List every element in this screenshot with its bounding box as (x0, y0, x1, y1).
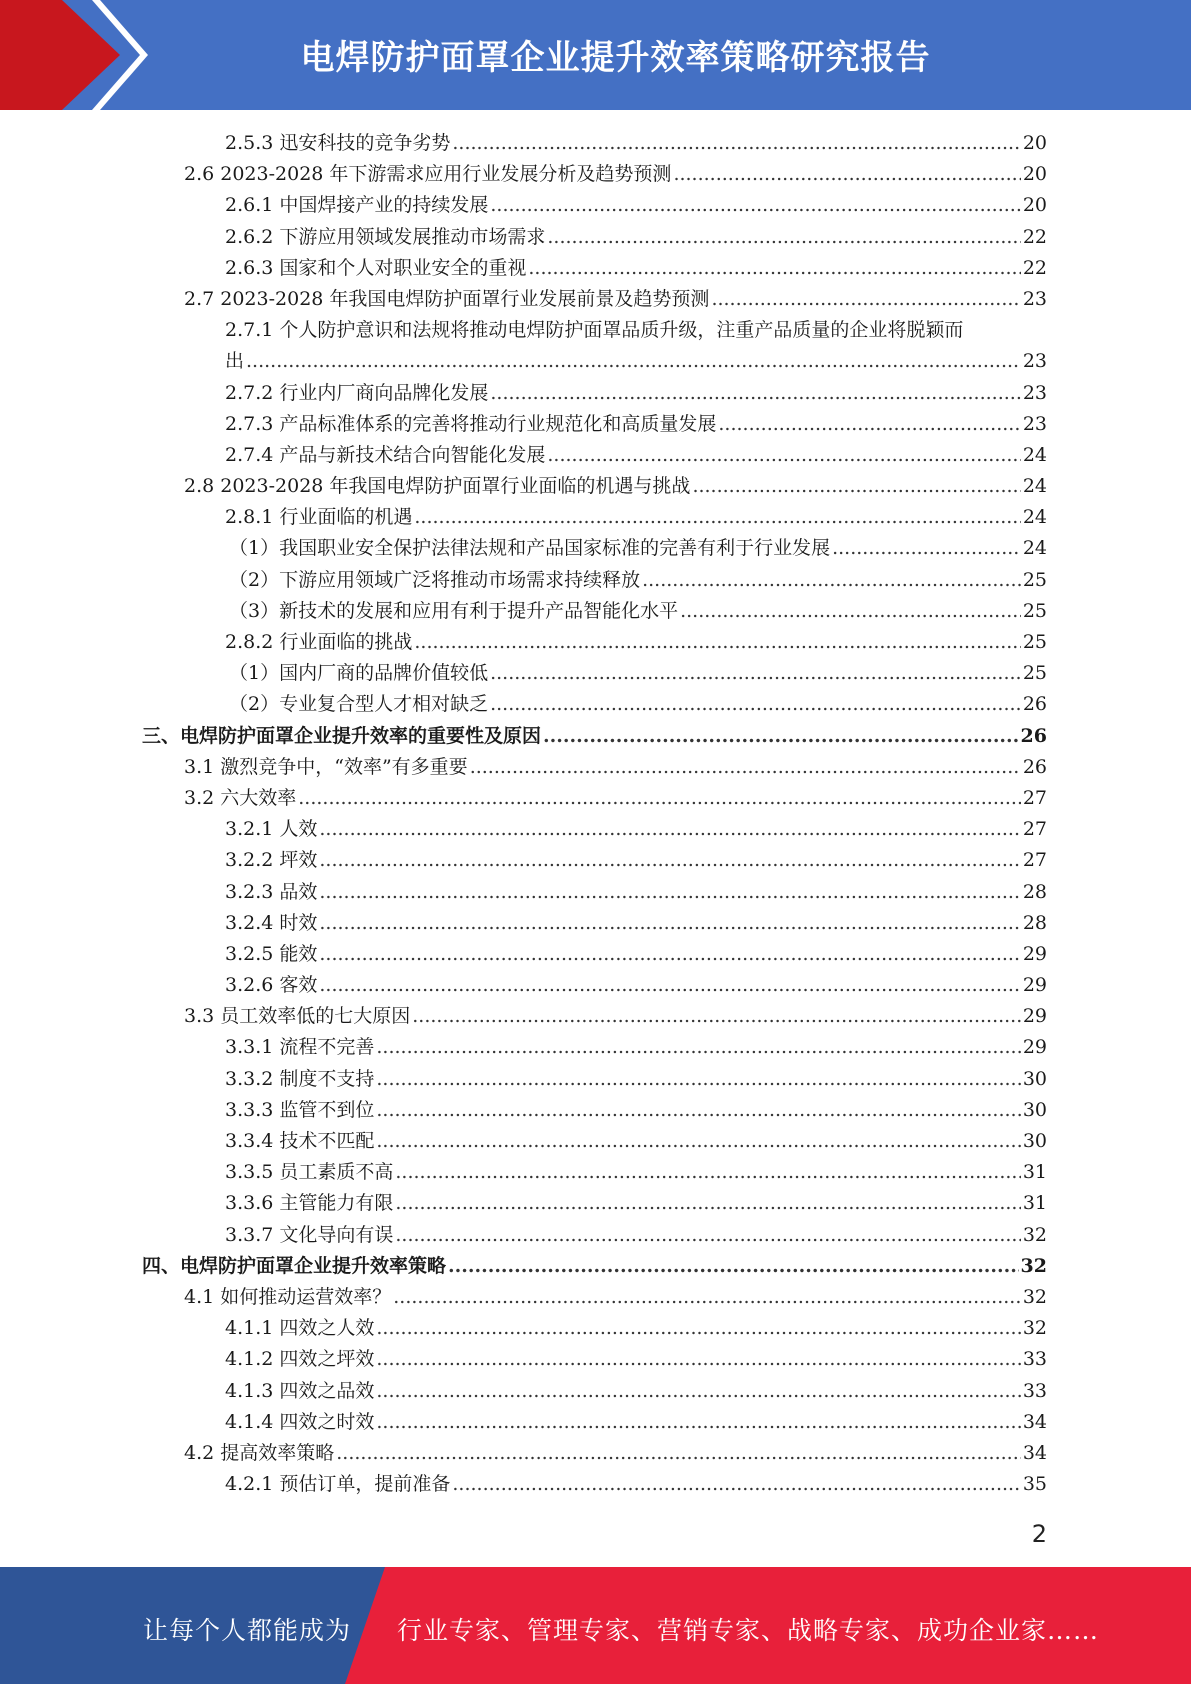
toc-entry-line (225, 1188, 1047, 1219)
toc-entry-page: 28 (1022, 880, 1047, 903)
toc-entry-line (225, 939, 1047, 970)
toc-entry[interactable] (0, 315, 1191, 346)
toc-entry-line (225, 128, 1047, 159)
toc-entry[interactable] (0, 159, 1191, 190)
toc-dot-leader (490, 190, 1020, 221)
toc-entry-title: 2.6 2023-2028 年下游需求应用行业发展分析及趋势预测 (184, 163, 672, 186)
toc-dot-leader (711, 284, 1020, 315)
toc-entry[interactable] (0, 533, 1191, 564)
toc-dot-leader (832, 533, 1021, 564)
toc-entry[interactable] (0, 1188, 1191, 1219)
toc-dot-leader (528, 253, 1020, 284)
toc-dot-leader (376, 1064, 1020, 1095)
toc-entry-line (225, 440, 1047, 471)
toc-entry-line (225, 1157, 1047, 1188)
toc-entry-title: 2.6.2 下游应用领域发展推动市场需求 (225, 225, 546, 248)
toc-entry-line (184, 1001, 1047, 1032)
toc-entry[interactable] (0, 346, 1191, 377)
toc-entry[interactable] (0, 1344, 1191, 1375)
toc-entry-title: 2.8 2023-2028 年我国电焊防护面罩行业面临的机遇与挑战 (184, 475, 691, 498)
toc-entry[interactable] (0, 908, 1191, 939)
toc-entry-line (225, 1407, 1047, 1438)
toc-entry[interactable] (0, 222, 1191, 253)
toc-entry-page: 32 (1020, 1254, 1047, 1277)
toc-entry-page: 33 (1022, 1379, 1047, 1402)
toc-entry-title: 4.1 如何推动运营效率？ (184, 1285, 392, 1308)
toc-entry-page: 25 (1022, 568, 1047, 591)
toc-dot-leader (547, 440, 1020, 471)
toc-entry-line (184, 752, 1047, 783)
toc-entry[interactable] (0, 1407, 1191, 1438)
toc-entry-line (225, 315, 1047, 346)
toc-entry-line (225, 409, 1047, 440)
toc-dot-leader (470, 752, 1021, 783)
toc-dot-leader (414, 627, 1020, 658)
page-footer (0, 1567, 1191, 1684)
toc-entry-page: 20 (1022, 163, 1047, 186)
toc-entry-page: 31 (1022, 1192, 1047, 1215)
toc-entry-line (142, 1251, 1047, 1282)
toc-entry-line (225, 502, 1047, 533)
toc-entry[interactable] (0, 565, 1191, 596)
toc-dot-leader (319, 908, 1020, 939)
toc-dot-leader (395, 1188, 1020, 1219)
toc-dot-leader (452, 128, 1020, 159)
toc-entry-line (225, 845, 1047, 876)
toc-entry-page: 26 (1022, 755, 1047, 778)
toc-entry-page: 28 (1022, 911, 1047, 934)
toc-entry-line (225, 378, 1047, 409)
toc-entry-title: 三、电焊防护面罩企业提升效率的重要性及原因 (142, 724, 542, 747)
toc-entry[interactable] (0, 284, 1191, 315)
toc-entry-title: 2.5.3 迅安科技的竞争劣势 (225, 132, 451, 154)
toc-entry-line (229, 596, 1047, 627)
toc-entry-title: 3.3.6 主管能力有限 (225, 1192, 394, 1215)
toc-dot-leader (376, 1032, 1020, 1063)
toc-entry-title: 4.1.1 四效之人效 (225, 1317, 375, 1340)
toc-entry-title: 3.2.5 能效 (225, 942, 318, 965)
toc-entry-page: 32 (1022, 1223, 1047, 1246)
toc-entry-page: 27 (1022, 786, 1047, 809)
toc-dot-leader (336, 1438, 1021, 1469)
toc-entry[interactable] (0, 689, 1191, 720)
toc-entry-line (184, 159, 1047, 190)
toc-entry-line (142, 721, 1047, 752)
toc-dot-leader (393, 1282, 1021, 1313)
toc-entry-line (225, 877, 1047, 908)
toc-entry-line (225, 1064, 1047, 1095)
toc-entry[interactable] (0, 814, 1191, 845)
toc-entry-title: 3.2.2 坪效 (225, 849, 318, 872)
toc-entry[interactable] (0, 1282, 1191, 1313)
toc-dot-leader (298, 783, 1021, 814)
toc-entry-page: 34 (1022, 1441, 1047, 1464)
toc-entry-title: 2.7.3 产品标准体系的完善将推动行业规范化和高质量发展 (225, 412, 717, 435)
toc-entry-title: （2）下游应用领域广泛将推动市场需求持续释放 (229, 568, 641, 591)
toc-entry-line (225, 1095, 1047, 1126)
toc-dot-leader (452, 1469, 1020, 1500)
toc-entry-page: 32 (1022, 1317, 1047, 1340)
toc-entry-line (225, 627, 1047, 658)
toc-entry-page: 23 (1022, 412, 1047, 435)
toc-dot-leader (673, 159, 1020, 190)
toc-entry-title: 3.3 员工效率低的七大原因 (184, 1005, 411, 1028)
toc-entry-line (184, 284, 1047, 315)
toc-dot-leader (490, 378, 1020, 409)
toc-entry[interactable] (0, 970, 1191, 1001)
toc-entry-line (225, 222, 1047, 253)
toc-dot-leader (246, 346, 1021, 377)
toc-entry-line (225, 970, 1047, 1001)
toc-dot-leader (319, 814, 1020, 845)
toc-entry-page: 20 (1022, 194, 1047, 217)
toc-dot-leader (376, 1344, 1020, 1375)
toc-entry-page: 30 (1022, 1098, 1047, 1121)
toc-entry[interactable] (0, 1157, 1191, 1188)
toc-entry-page: 34 (1022, 1410, 1047, 1433)
toc-entry-page: 24 (1022, 506, 1047, 529)
toc-entry-title: 3.3.2 制度不支持 (225, 1067, 375, 1090)
toc-entry-page: 27 (1022, 818, 1047, 841)
toc-entry-title: 四、电焊防护面罩企业提升效率策略 (142, 1254, 447, 1277)
toc-entry-line (184, 1438, 1047, 1469)
toc-entry-page: 22 (1022, 256, 1047, 279)
toc-entry-title: 2.6.3 国家和个人对职业安全的重视 (225, 256, 527, 279)
toc-entry-line (184, 783, 1047, 814)
footer-slogan-right: 行业专家、管理专家、营销专家、战略专家、成功企业家…… (397, 1616, 1100, 1645)
toc-entry-page: 23 (1022, 350, 1047, 373)
toc-entry-title: 3.3.3 监管不到位 (225, 1098, 375, 1121)
toc-dot-leader (692, 471, 1020, 502)
toc-entry-title: 3.2.3 品效 (225, 880, 318, 903)
toc-entry[interactable] (0, 627, 1191, 658)
toc-entry[interactable] (0, 502, 1191, 533)
toc-entry[interactable] (0, 1438, 1191, 1469)
toc-entry-line (229, 689, 1047, 720)
toc-entry-page: 26 (1020, 724, 1047, 747)
toc-entry-line (184, 471, 1047, 502)
toc-entry-title: 2.7.4 产品与新技术结合向智能化发展 (225, 443, 546, 466)
toc-entry[interactable] (0, 1313, 1191, 1344)
toc-entry[interactable] (0, 378, 1191, 409)
toc-entry[interactable] (0, 1469, 1191, 1500)
toc-entry[interactable] (0, 721, 1191, 752)
toc-entry[interactable] (0, 783, 1191, 814)
toc-dot-leader (319, 845, 1020, 876)
toc-entry-page: 30 (1022, 1067, 1047, 1090)
toc-dot-leader (490, 658, 1021, 689)
toc-entry-title: 3.1 激烈竞争中，“效率”有多重要 (184, 755, 468, 778)
toc-entry[interactable] (0, 1001, 1191, 1032)
toc-entry[interactable] (0, 939, 1191, 970)
toc-entry[interactable] (0, 877, 1191, 908)
toc-entry-title: 2.7.2 行业内厂商向品牌化发展 (225, 381, 489, 404)
toc-entry-title: 2.8.1 行业面临的机遇 (225, 506, 413, 529)
toc-entry[interactable] (0, 1095, 1191, 1126)
toc-entry-page: 29 (1022, 974, 1047, 997)
toc-dot-leader (319, 970, 1020, 1001)
toc-entry-title: 3.3.1 流程不完善 (225, 1036, 375, 1059)
toc-dot-leader (376, 1313, 1020, 1344)
toc-entry-line (225, 1469, 1047, 1500)
toc-entry-title: （3）新技术的发展和应用有利于提升产品智能化水平 (229, 599, 679, 622)
toc-entry-title: 4.1.4 四效之时效 (225, 1410, 375, 1433)
toc-dot-leader (642, 565, 1021, 596)
toc-entry-title: 3.3.4 技术不匹配 (225, 1130, 375, 1152)
toc-entry-page: 31 (1022, 1161, 1047, 1184)
toc-entry-line (229, 658, 1047, 689)
toc-entry-title: 3.2 六大效率 (184, 786, 297, 809)
toc-dot-leader (448, 1251, 1019, 1282)
table-of-contents (0, 128, 1191, 1500)
toc-dot-leader (395, 1220, 1020, 1251)
toc-dot-leader (547, 222, 1020, 253)
toc-entry-page: 25 (1022, 631, 1047, 653)
toc-dot-leader (376, 1407, 1020, 1438)
toc-entry-title: 2.7 2023-2028 年我国电焊防护面罩行业发展前景及趋势预测 (184, 287, 710, 310)
footer-slogan-left: 让每个人都能成为 (143, 1616, 352, 1645)
toc-entry-line (229, 533, 1047, 564)
toc-entry-title: 2.8.2 行业面临的挑战 (225, 631, 413, 653)
toc-entry-page: 24 (1022, 537, 1047, 560)
toc-entry-page: 23 (1022, 381, 1047, 404)
toc-entry-title: 3.2.6 客效 (225, 974, 318, 997)
toc-entry-page: 26 (1022, 693, 1047, 716)
toc-entry-title: 4.1.3 四效之品效 (225, 1379, 375, 1402)
toc-entry-page: 30 (1022, 1130, 1047, 1152)
toc-dot-leader (718, 409, 1020, 440)
toc-entry-title: 3.3.7 文化导向有误 (225, 1223, 394, 1246)
toc-entry-page: 25 (1022, 599, 1047, 622)
toc-dot-leader (319, 877, 1020, 908)
toc-entry[interactable] (0, 190, 1191, 221)
toc-entry-title: 3.3.5 员工素质不高 (225, 1161, 394, 1184)
toc-entry-page: 24 (1022, 475, 1047, 498)
toc-entry-line (225, 253, 1047, 284)
toc-entry[interactable] (0, 128, 1191, 159)
toc-entry-line (225, 1344, 1047, 1375)
toc-entry-page: 25 (1022, 662, 1047, 685)
toc-entry-title: 4.2.1 预估订单，提前准备 (225, 1473, 451, 1496)
toc-entry-line (225, 1126, 1047, 1157)
toc-entry-title: 出 (225, 350, 245, 373)
toc-dot-leader (412, 1001, 1021, 1032)
toc-entry[interactable] (0, 1220, 1191, 1251)
toc-entry-title: 3.2.4 时效 (225, 911, 318, 934)
toc-entry-line (225, 346, 1047, 377)
toc-dot-leader (395, 1157, 1020, 1188)
toc-entry-title: （1）我国职业安全保护法律法规和产品国家标准的完善有利于行业发展 (229, 537, 831, 560)
toc-entry-page: 35 (1022, 1473, 1047, 1496)
toc-entry-title: 2.6.1 中国焊接产业的持续发展 (225, 194, 489, 217)
toc-entry-page: 29 (1022, 1036, 1047, 1059)
toc-entry-page: 23 (1022, 287, 1047, 310)
toc-entry[interactable] (0, 440, 1191, 471)
toc-entry-line (225, 190, 1047, 221)
toc-dot-leader (376, 1126, 1020, 1157)
toc-entry[interactable] (0, 845, 1191, 876)
toc-entry-page: 20 (1022, 132, 1047, 154)
toc-entry-title: 4.1.2 四效之坪效 (225, 1348, 375, 1371)
toc-entry-line (225, 1376, 1047, 1407)
toc-entry-page: 22 (1022, 225, 1047, 248)
toc-dot-leader (414, 502, 1020, 533)
toc-entry-title: 4.2 提高效率策略 (184, 1441, 335, 1464)
toc-entry-line (225, 1220, 1047, 1251)
page-header (0, 0, 1191, 110)
toc-entry-line (225, 814, 1047, 845)
toc-entry[interactable] (0, 752, 1191, 783)
toc-entry-title: （2）专业复合型人才相对缺乏 (229, 693, 489, 716)
toc-entry[interactable] (0, 1126, 1191, 1157)
toc-dot-leader (680, 596, 1021, 627)
page-number: 2 (1031, 1520, 1047, 1548)
toc-entry-page: 33 (1022, 1348, 1047, 1371)
toc-entry-line (225, 1032, 1047, 1063)
toc-entry-page: 24 (1022, 443, 1047, 466)
toc-entry-line (184, 1282, 1047, 1313)
toc-entry-page: 27 (1022, 849, 1047, 872)
toc-dot-leader (490, 689, 1021, 720)
toc-dot-leader (376, 1376, 1020, 1407)
toc-entry[interactable] (0, 658, 1191, 689)
toc-entry[interactable] (0, 1376, 1191, 1407)
toc-entry-line (225, 908, 1047, 939)
toc-entry[interactable] (0, 471, 1191, 502)
toc-entry[interactable] (0, 253, 1191, 284)
toc-dot-leader (376, 1095, 1020, 1126)
toc-entry-page: 32 (1022, 1285, 1047, 1308)
toc-entry[interactable] (0, 409, 1191, 440)
toc-dot-leader (319, 939, 1020, 970)
toc-entry-page: 29 (1022, 1005, 1047, 1028)
toc-entry-title: 2.7.1 个人防护意识和法规将推动电焊防护面罩品质升级，注重产品质量的企业将脱颖而 (225, 319, 964, 342)
toc-entry[interactable] (0, 1032, 1191, 1063)
report-title: 电焊防护面罩企业提升效率策略研究报告 (300, 38, 931, 78)
toc-entry-page: 29 (1022, 942, 1047, 965)
toc-entry[interactable] (0, 1251, 1191, 1282)
toc-entry-line (225, 1313, 1047, 1344)
toc-entry[interactable] (0, 1064, 1191, 1095)
toc-entry-title: （1）国内厂商的品牌价值较低 (229, 662, 489, 685)
toc-dot-leader (543, 721, 1019, 752)
toc-entry-title: 3.2.1 人效 (225, 818, 318, 841)
toc-entry[interactable] (0, 596, 1191, 627)
toc-entry-line (229, 565, 1047, 596)
